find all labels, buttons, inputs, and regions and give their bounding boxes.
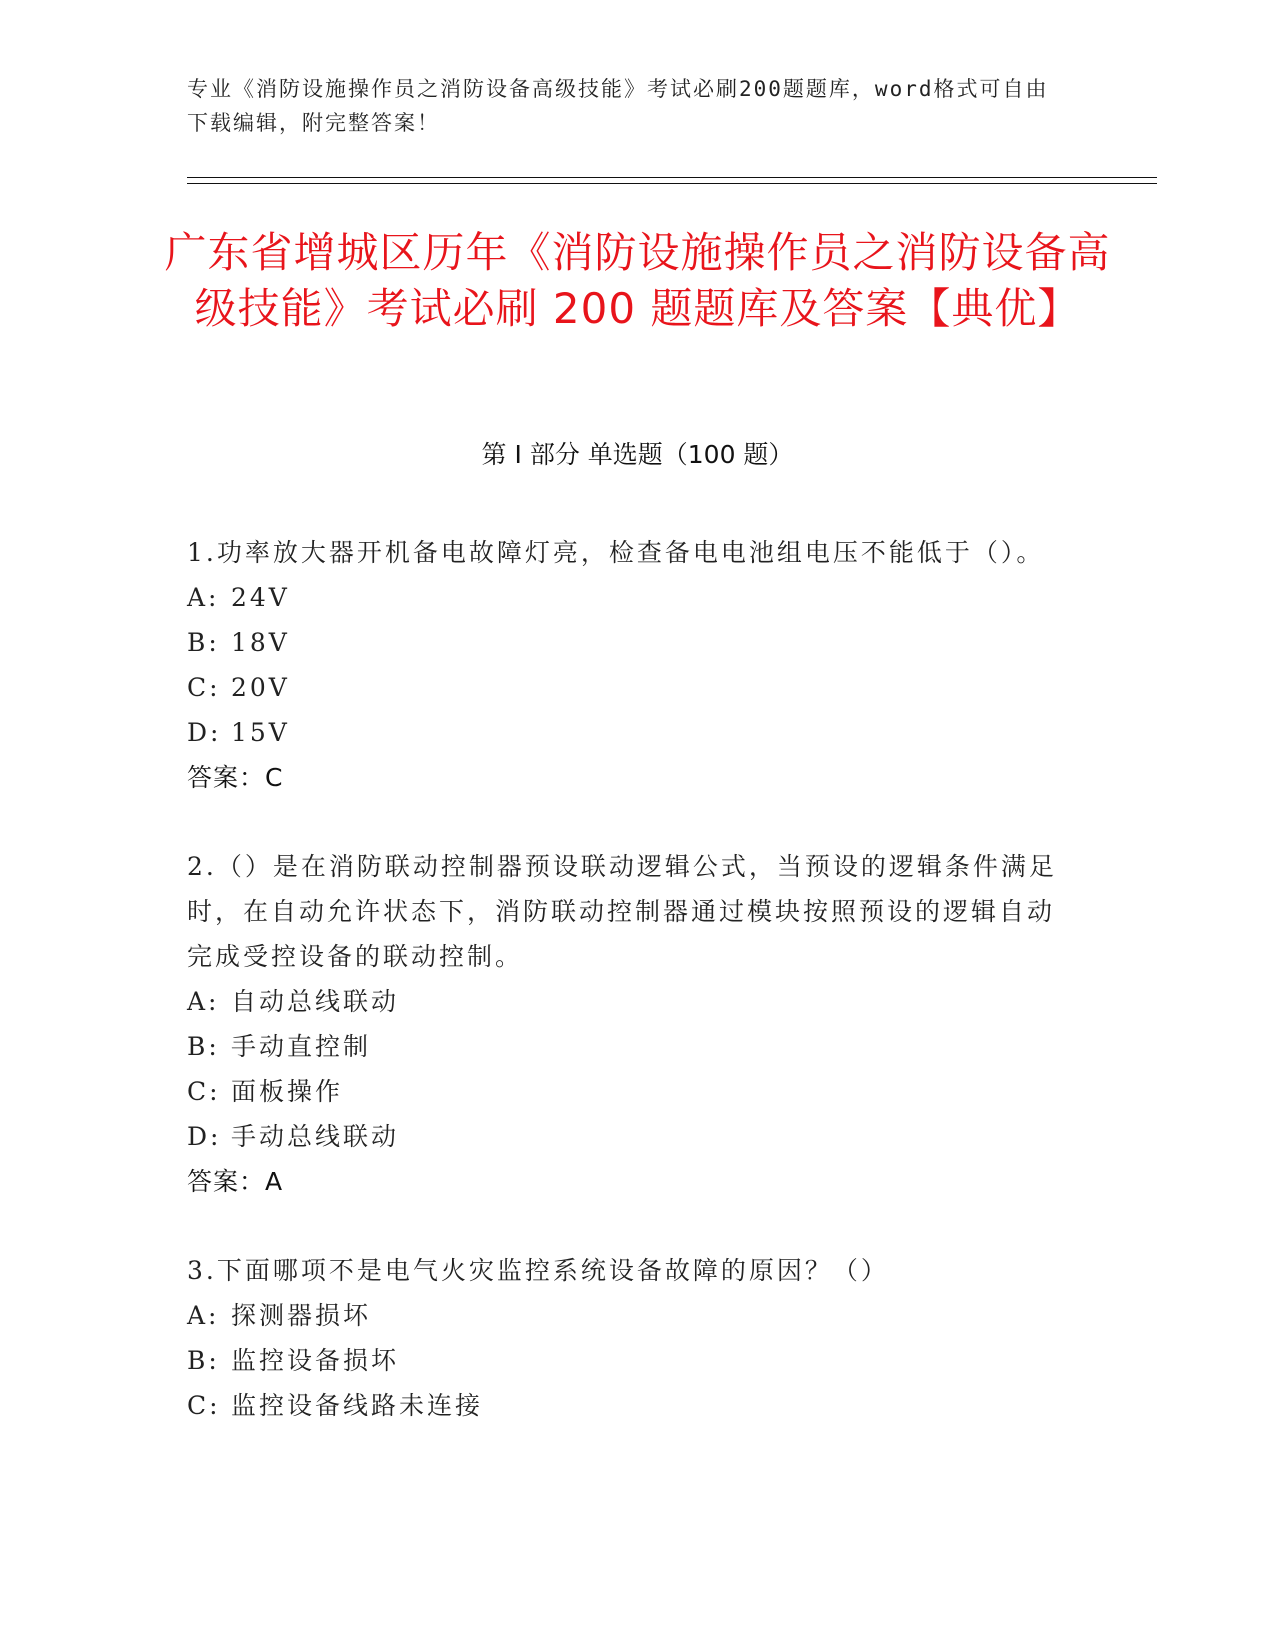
option-text: 手动直控制 bbox=[231, 1032, 372, 1061]
question-text: 2.（）是在消防联动控制器预设联动逻辑公式，当预设的逻辑条件满足时，在自动允许状态下，消防联动控制器通过模块按照预设的逻辑自动完成受控设备的联动控制。 bbox=[187, 852, 1057, 971]
option-label: B: bbox=[187, 1346, 220, 1375]
option-d bbox=[187, 1114, 1067, 1159]
header-divider-top bbox=[187, 177, 1157, 178]
option-text: 20V bbox=[231, 673, 290, 702]
option-text: 面板操作 bbox=[231, 1077, 344, 1106]
option-text: 手动总线联动 bbox=[231, 1122, 400, 1151]
question-item bbox=[187, 844, 1067, 1204]
option-d bbox=[187, 710, 1067, 755]
answer-value: A bbox=[265, 1167, 284, 1196]
answer-value: C bbox=[265, 763, 284, 792]
question-text: 3.下面哪项不是电气火灾监控系统设备故障的原因？（） bbox=[187, 1256, 889, 1285]
option-text: 自动总线联动 bbox=[231, 987, 400, 1016]
option-b bbox=[187, 620, 1067, 665]
option-label: A: bbox=[187, 987, 220, 1016]
option-label: C: bbox=[187, 1391, 221, 1420]
option-label: A: bbox=[187, 583, 220, 612]
option-a bbox=[187, 979, 1067, 1024]
answer-line bbox=[187, 1159, 1067, 1204]
option-label: D: bbox=[187, 1122, 222, 1151]
option-label: B: bbox=[187, 1032, 220, 1061]
option-a bbox=[187, 575, 1067, 620]
section-title: 第 I 部分 单选题（100 题） bbox=[481, 440, 794, 469]
option-b bbox=[187, 1024, 1067, 1069]
option-c bbox=[187, 1383, 1067, 1428]
answer-prefix: 答案： bbox=[187, 763, 266, 792]
question-item bbox=[187, 530, 1067, 800]
option-c bbox=[187, 1069, 1067, 1114]
option-text: 24V bbox=[231, 583, 290, 612]
option-text: 监控设备损坏 bbox=[231, 1346, 400, 1375]
header-divider-bottom bbox=[187, 183, 1157, 184]
question-item bbox=[187, 1248, 1067, 1428]
option-c bbox=[187, 665, 1067, 710]
option-label: A: bbox=[187, 1301, 220, 1330]
option-b bbox=[187, 1338, 1067, 1383]
document-title: 广东省增城区历年《消防设施操作员之消防设备高级技能》考试必刷 200 题题库及答案【典优】 bbox=[164, 228, 1111, 333]
question-list bbox=[187, 530, 1067, 1472]
header-note: 专业《消防设施操作员之消防设备高级技能》考试必刷200题题库，word格式可自由下载编辑，附完整答案！ bbox=[187, 77, 1049, 135]
option-label: B: bbox=[187, 628, 220, 657]
question-text: 1.功率放大器开机备电故障灯亮，检查备电电池组电压不能低于（）。 bbox=[187, 538, 1045, 567]
option-text: 监控设备线路未连接 bbox=[231, 1391, 484, 1420]
answer-line bbox=[187, 755, 1067, 800]
option-label: D: bbox=[187, 718, 222, 747]
option-text: 15V bbox=[231, 718, 290, 747]
answer-prefix: 答案： bbox=[187, 1167, 266, 1196]
option-label: C: bbox=[187, 1077, 221, 1106]
option-text: 探测器损坏 bbox=[231, 1301, 372, 1330]
option-text: 18V bbox=[231, 628, 290, 657]
option-label: C: bbox=[187, 673, 221, 702]
option-a bbox=[187, 1293, 1067, 1338]
